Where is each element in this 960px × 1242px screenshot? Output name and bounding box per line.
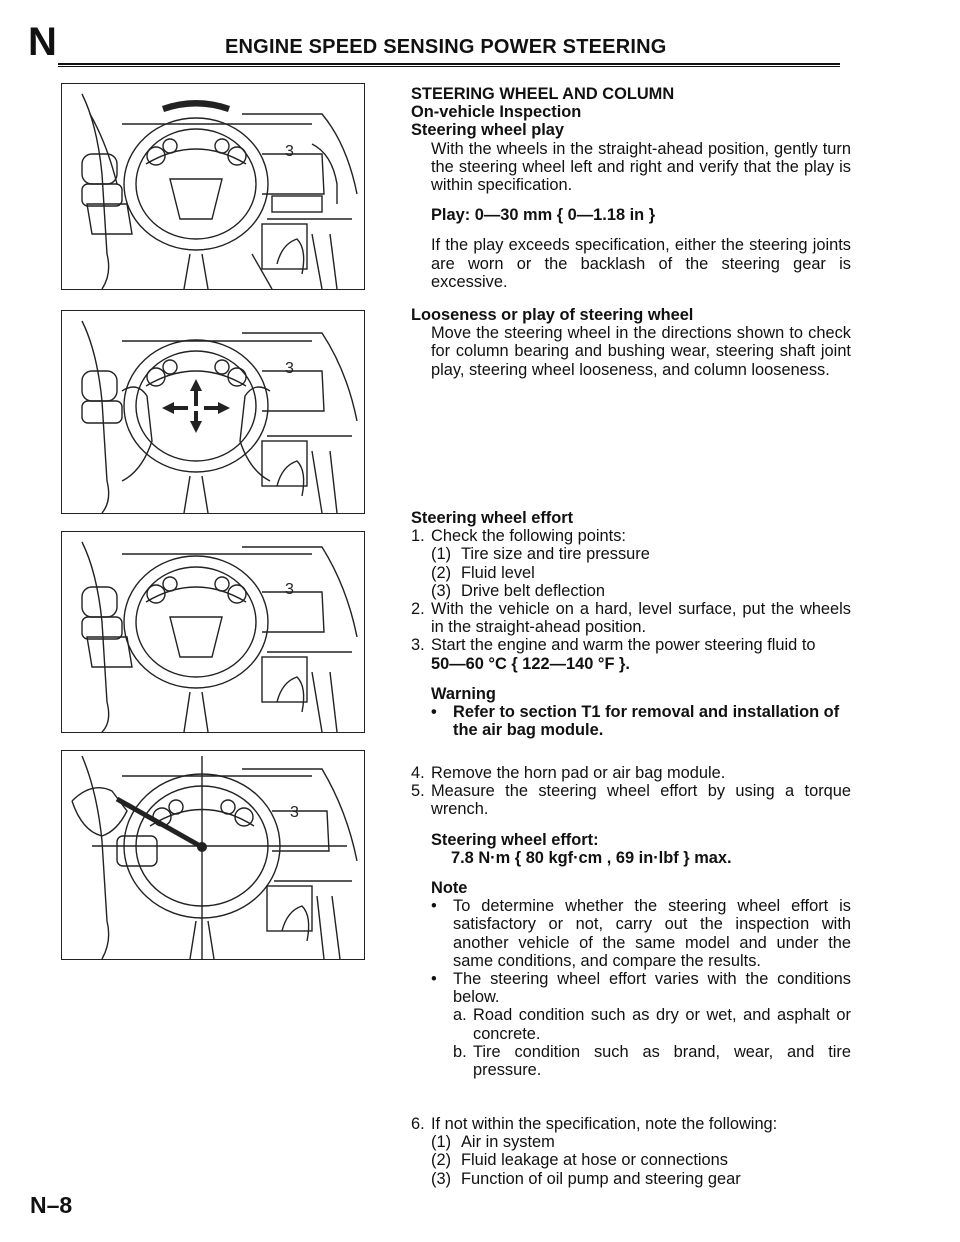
note-sub-item: b. Tire condition such as brand, wear, and tire pressure. <box>453 1042 851 1080</box>
steering-wheel-effort-check-figure <box>61 531 365 733</box>
note-item: • The steering wheel effort varies with the conditions below. <box>431 970 851 1007</box>
steering-wheel-looseness-figure <box>61 310 365 514</box>
step-1: 1. Check the following points: <box>411 527 626 546</box>
step-4: 4. Remove the horn pad or air bag module. <box>411 764 726 782</box>
step-3: 3. Start the engine and warm the power steering fluid to <box>411 636 816 655</box>
steering-wheel-effort-measure-figure <box>61 750 365 960</box>
warning-item: • Refer to section T1 for removal and installation of the air bag module. <box>431 703 840 740</box>
steering-wheel-play-figure <box>61 83 365 290</box>
note-heading: Note <box>431 879 468 898</box>
rotate-arrow-icon <box>162 100 230 112</box>
section-heading: STEERING WHEEL AND COLUMN <box>411 85 675 103</box>
note-item: • To determine whether the steering wheel effort is satisfactory or not, carry out the inspection with another vehicle of the same model and under the same conditions, and compare the results. <box>431 897 851 970</box>
header-rule-thin <box>58 66 840 67</box>
effort-spec-heading: Steering wheel effort: <box>431 830 599 849</box>
steering-wheel-illustration <box>62 84 364 289</box>
page-title: ENGINE SPEED SENSING POWER STEERING <box>225 36 667 58</box>
figure-marker: 3 <box>290 804 299 821</box>
effort-spec-value: 7.8 N·m { 80 kgf·cm , 69 in·lbf } max. <box>451 848 732 867</box>
torque-wrench-illustration <box>62 751 364 959</box>
steering-wheel-hands-illustration <box>62 311 364 513</box>
section-letter: N <box>28 20 57 64</box>
section-steering-wheel-effort-cont <box>411 764 851 1079</box>
figure-marker: 3 <box>285 360 294 377</box>
section-looseness <box>411 306 851 379</box>
temperature-spec: 50—60 °C { 122—140 °F }. <box>431 654 630 673</box>
step-6: 6. If not within the specification, note the following: <box>411 1115 778 1133</box>
figure-marker: 3 <box>285 581 294 598</box>
direction-arrows-icon <box>162 379 230 433</box>
step-6-item: (2) Fluid leakage at hose or connections <box>431 1151 728 1170</box>
step-1-item: (1) Tire size and tire pressure <box>431 545 650 564</box>
header-rule <box>58 63 840 65</box>
paragraph: With the wheels in the straight-ahead position, gently turn the steering wheel left and right and verify that the play is within specification. <box>431 139 851 195</box>
step-6-item: (1) Air in system <box>431 1133 555 1152</box>
paragraph: Move the steering wheel in the directions shown to check for column bearing and bushing wear, steering shaft joint play, steering wheel looseness, and column looseness. <box>431 324 851 379</box>
paragraph: If the play exceeds specification, either the steering joints are worn or the backlash of the steering gear is excessive. <box>431 236 851 291</box>
topic-heading: Steering wheel effort <box>411 509 574 527</box>
play-spec: Play: 0—30 mm { 0—1.18 in } <box>431 206 656 225</box>
section-steering-wheel-effort <box>411 509 851 751</box>
page-number: N–8 <box>30 1192 73 1218</box>
step-2: 2. With the vehicle on a hard, level surface, put the wheels in the straight-ahead position. <box>411 600 851 637</box>
section-step-6 <box>411 1115 851 1188</box>
subsection-heading: On-vehicle Inspection <box>411 103 582 122</box>
step-1-item: (3) Drive belt deflection <box>431 581 605 600</box>
step-5: 5. Measure the steering wheel effort by using a torque wrench. <box>411 782 851 819</box>
topic-heading: Steering wheel play <box>411 121 565 140</box>
steering-wheel-illustration-2 <box>62 532 364 732</box>
step-6-item: (3) Function of oil pump and steering gear <box>431 1169 741 1188</box>
note-sub-item: a. Road condition such as dry or wet, and asphalt or concrete. <box>453 1006 851 1043</box>
topic-heading: Looseness or play of steering wheel <box>411 306 694 324</box>
section-steering-wheel-play <box>411 85 851 291</box>
step-1-item: (2) Fluid level <box>431 563 535 582</box>
torque-wrench-icon <box>117 799 202 847</box>
figure-marker: 3 <box>285 143 294 160</box>
warning-heading: Warning <box>431 684 496 703</box>
